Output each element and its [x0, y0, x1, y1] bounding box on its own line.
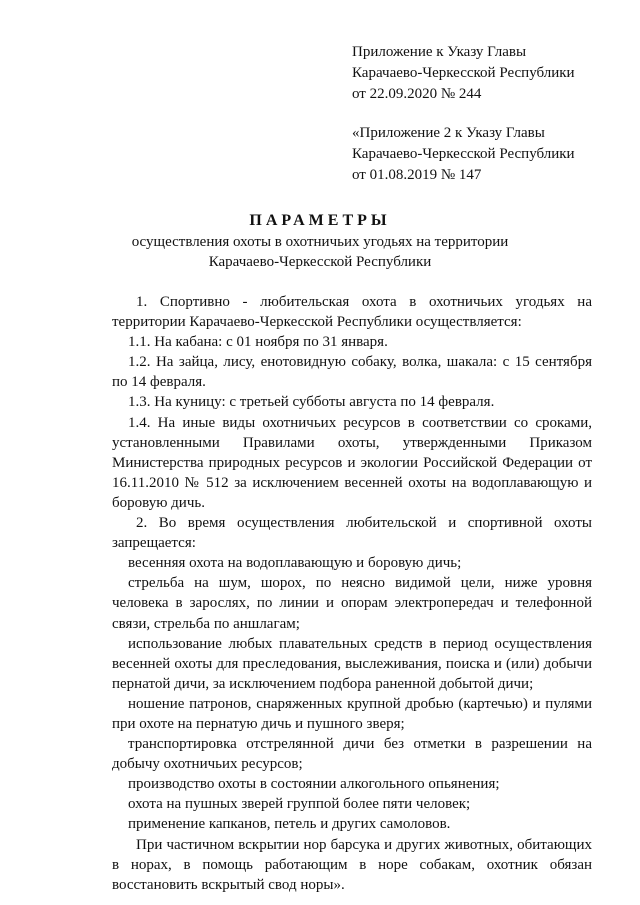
- document-subtitle-line: Карачаево-Черкесской Республики: [208, 254, 432, 270]
- paragraph: 1. Спортивно - любительская охота в охотничьих угодьях на территории Карачаево-Черкесской Республики осуществляется:: [112, 294, 592, 331]
- prohibition-item: производство охоты в состоянии алкогольного опьянения;: [128, 776, 500, 793]
- original-appendix-header-line: «Приложение 2 к Указу Главы: [352, 125, 545, 141]
- prohibition-item: охота на пушных зверей группой более пяти человек;: [128, 796, 471, 813]
- original-appendix-header: [352, 123, 622, 186]
- paragraph: 1.1. На кабана: с 01 ноября по 31 января.: [128, 334, 388, 351]
- document-body: [112, 292, 592, 895]
- original-appendix-header-line: Карачаево-Черкесской Республики: [352, 146, 575, 162]
- paragraph: 2. Во время осуществления любительской и спортивной охоты запрещается:: [112, 515, 592, 552]
- prohibition-item: применение капканов, петель и других самоловов.: [128, 816, 451, 833]
- appendix-header-line: от 22.09.2020 № 244: [352, 86, 482, 102]
- document-title: ПАРАМЕТРЫ: [249, 212, 391, 229]
- document-subtitle-line: осуществления охоты в охотничьих угодьях на территории: [131, 234, 509, 250]
- paragraph: При частичном вскрытии нор барсука и других животных, обитающих в норах, в помощь работающим в норе собакам, охотник обязан восстановить вскрытый свод норы».: [112, 836, 592, 893]
- appendix-header-line: Карачаево-Черкесской Республики: [352, 65, 575, 81]
- paragraph: 1.2. На зайца, лису, енотовидную собаку, волка, шакала: с 15 сентября по 14 февраля.: [112, 354, 592, 391]
- prohibition-item: стрельба на шум, шорох, по неясно видимой цели, ниже уровня человека в зарослях, по линии и опорам электропередач и телефонной связи, стрельба по аншлагам;: [112, 575, 592, 632]
- appendix-header: [352, 42, 622, 105]
- paragraph: 1.3. На куницу: с третьей субботы августа по 14 февраля.: [128, 394, 495, 411]
- prohibition-item: весенняя охота на водоплавающую и боровую дичь;: [128, 555, 462, 572]
- appendix-header-line: Приложение к Указу Главы: [352, 44, 527, 60]
- original-appendix-header-line: от 01.08.2019 № 147: [352, 167, 482, 183]
- prohibition-item: использование любых плавательных средств в период осуществления весенней охоты для преследования, выслеживания, поиска и (или) добычи пернатой дичи, за исключением подбора раненной добытой дичи;: [112, 635, 592, 692]
- paragraph: 1.4. На иные виды охотничьих ресурсов в соответствии со сроками, установленными Правилами охоты, утвержденными Приказом Министерства природных ресурсов и экологии Российской Федерации от 16.11.2010 № 512 за исключением весенней охоты на водоплавающую и боровую дичь.: [112, 414, 592, 511]
- prohibition-item: транспортировка отстрелянной дичи без отметки в разрешении на добычу охотничьих ресурсов;: [112, 736, 592, 773]
- prohibition-item: ношение патронов, снаряженных крупной дробью (картечью) и пулями при охоте на пернатую дичь и пушного зверя;: [112, 695, 592, 732]
